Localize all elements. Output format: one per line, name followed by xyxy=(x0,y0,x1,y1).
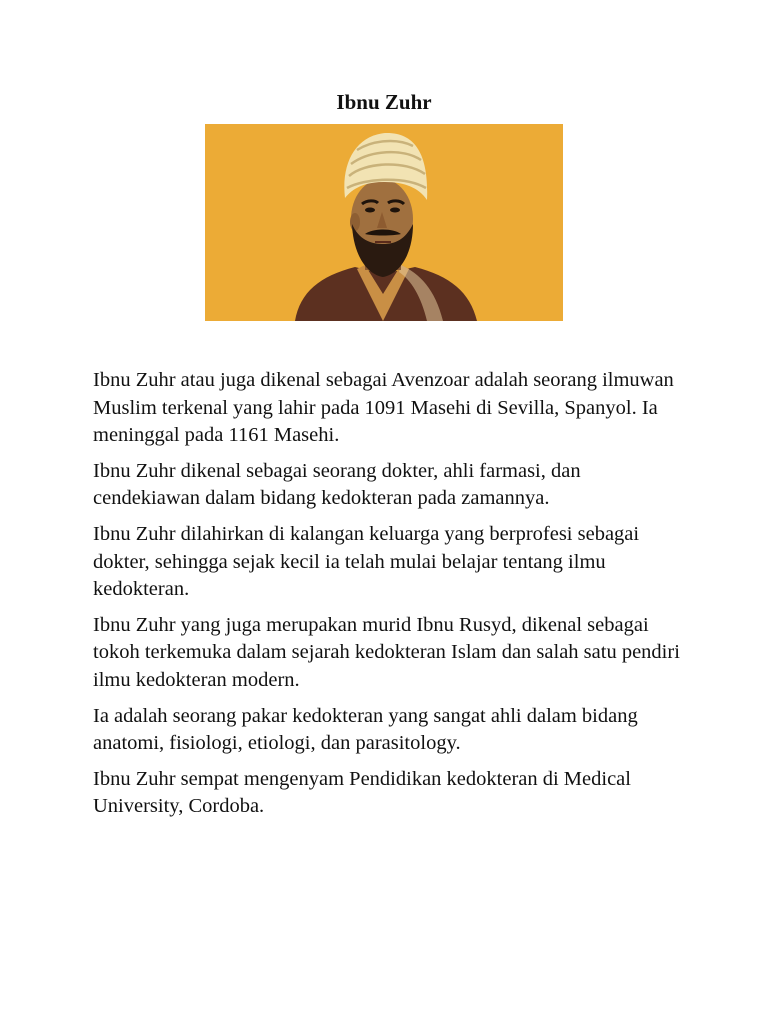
paragraph-5: Ia adalah seorang pakar kedokteran yang sangat ahli dalam bidang anatomi, fisiologi, etiologi, dan parasitology. xyxy=(93,704,638,755)
portrait-image xyxy=(205,124,563,321)
portrait-illustration xyxy=(205,124,563,321)
paragraph-1: Ibnu Zuhr atau juga dikenal sebagai Avenzoar adalah seorang ilmuwan Muslim terkenal yang lahir pada 1091 Masehi di Sevilla, Spanyol. Ia meninggal pada 1161 Masehi. xyxy=(93,369,674,447)
paragraph-2: Ibnu Zuhr dikenal sebagai seorang dokter, ahli farmasi, dan cendekiawan dalam bidang kedokteran pada zamannya. xyxy=(93,459,581,510)
article-body xyxy=(93,367,683,829)
page-title: Ibnu Zuhr xyxy=(336,90,432,114)
paragraph-6: Ibnu Zuhr sempat mengenyam Pendidikan kedokteran di Medical University, Cordoba. xyxy=(93,767,631,818)
paragraph-4: Ibnu Zuhr yang juga merupakan murid Ibnu Rusyd, dikenal sebagai tokoh terkemuka dalam sejarah kedokteran Islam dan salah satu pendiri ilmu kedokteran modern. xyxy=(93,613,680,691)
paragraph-3: Ibnu Zuhr dilahirkan di kalangan keluarga yang berprofesi sebagai dokter, sehingga sejak kecil ia telah mulai belajar tentang ilmu kedokteran. xyxy=(93,522,640,601)
